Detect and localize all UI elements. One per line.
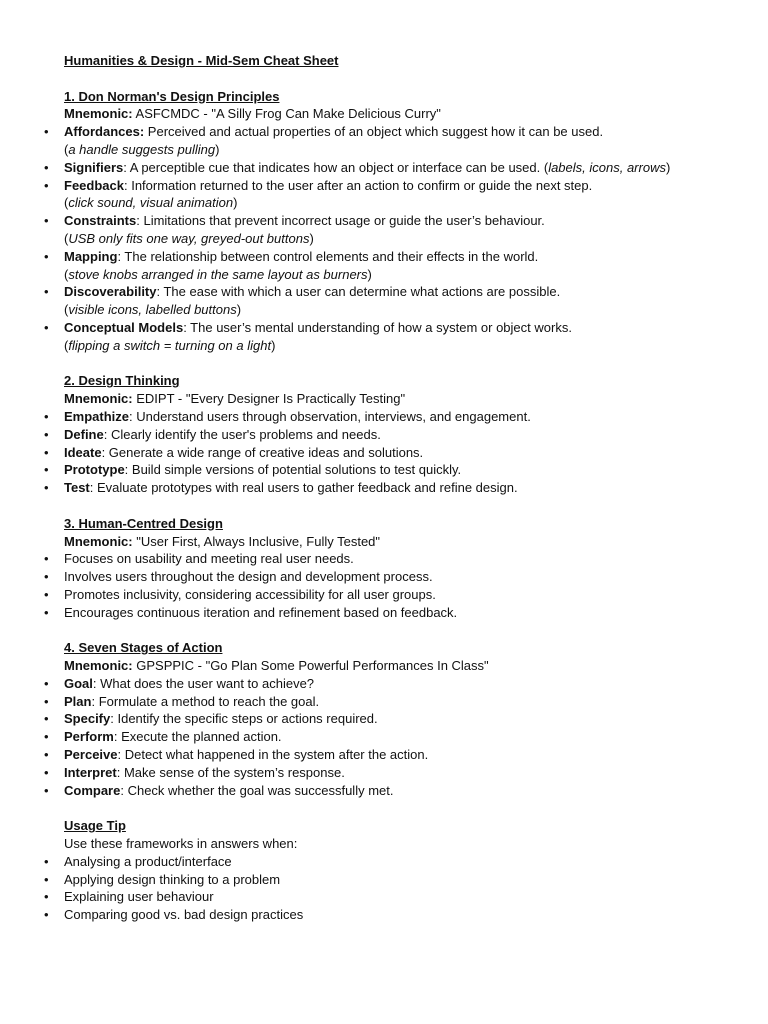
example-text: click sound, visual animation	[68, 195, 234, 211]
list-item: • Focuses on usability and meeting real user needs.	[0, 550, 768, 568]
example-feedback: (click sound, visual animation)	[64, 195, 238, 211]
example-constraints: (USB only fits one way, greyed-out buttons)	[64, 230, 314, 246]
mnemonic-label: Mnemonic:	[64, 533, 133, 549]
mnemonic-label: Mnemonic:	[64, 106, 133, 122]
section-3-mnemonic	[0, 533, 768, 551]
example-text: USB only fits one way, greyed-out buttons	[68, 230, 310, 246]
list-item: • Promotes inclusivity, considering accessibility for all user groups.	[0, 586, 768, 604]
spacer	[0, 70, 768, 88]
term: Perform	[64, 729, 114, 745]
example-text: stove knobs arranged in the same layout as burners	[68, 266, 368, 282]
example-text: labels, icons, arrows	[548, 159, 666, 175]
example-affordances: (a handle suggests pulling)	[64, 141, 220, 157]
list-item-compare	[0, 782, 768, 800]
list-item-specify	[0, 710, 768, 728]
definition: : The relationship between control elements and their effects in the world.	[117, 248, 539, 264]
term: Prototype	[64, 462, 125, 478]
term: Mapping	[64, 248, 118, 264]
list-item-constraints	[0, 212, 768, 230]
list-item: • Comparing good vs. bad design practices	[0, 906, 768, 924]
definition: : Evaluate prototypes with real users to gather feedback and refine design.	[89, 480, 518, 496]
section-4-mnemonic	[0, 657, 768, 675]
section-1-heading: 1. Don Norman's Design Principles	[64, 88, 280, 104]
definition: : Understand users through observation, interviews, and engagement.	[129, 408, 531, 424]
list-item-plan	[0, 693, 768, 711]
example-text: visible icons, labelled buttons	[68, 302, 237, 318]
section-2-mnemonic	[0, 390, 768, 408]
example-mapping: (stove knobs arranged in the same layout as burners)	[64, 266, 372, 282]
mnemonic-label: Mnemonic:	[64, 658, 133, 674]
list-item-goal	[0, 675, 768, 693]
list-item-signifiers	[0, 159, 768, 177]
definition: : Limitations that prevent incorrect usage or guide the user’s behaviour.	[136, 213, 545, 229]
list-item-feedback	[0, 177, 768, 195]
list-item-interpret	[0, 764, 768, 782]
definition: : Clearly identify the user's problems and needs.	[103, 426, 381, 442]
mnemonic-text: "User First, Always Inclusive, Fully Tested"	[132, 533, 381, 549]
term: Signifiers	[64, 159, 124, 175]
definition: : The user’s mental understanding of how a system or object works.	[183, 319, 572, 335]
definition: : A perceptible cue that indicates how an object or interface can be used. (	[123, 159, 549, 175]
term: Ideate	[64, 444, 102, 460]
term: Interpret	[64, 764, 117, 780]
term: Constraints	[64, 213, 137, 229]
example-close: )	[665, 159, 671, 175]
definition: : Formulate a method to reach the goal.	[91, 693, 320, 709]
example-text: flipping a switch = turning on a light	[68, 337, 272, 353]
list-item-perform	[0, 728, 768, 746]
definition: Perceived and actual properties of an object which suggest how it can be used.	[144, 124, 604, 140]
list-item: • Encourages continuous iteration and refinement based on feedback.	[0, 604, 768, 622]
definition: : Make sense of the system’s response.	[116, 764, 345, 780]
mnemonic-text: ASFCMDC - "A Silly Frog Can Make Delicious Curry"	[132, 106, 441, 122]
definition: : Information returned to the user after an action to confirm or guide the next step.	[123, 177, 593, 193]
list-item-affordances	[0, 123, 768, 141]
list-item: • Analysing a product/interface	[0, 853, 768, 871]
term: Test	[64, 480, 90, 496]
term: Feedback	[64, 177, 124, 193]
section-3-heading: 3. Human-Centred Design	[64, 515, 223, 531]
list-item-define	[0, 426, 768, 444]
definition: : Execute the planned action.	[113, 729, 282, 745]
list-item-conceptual-models	[0, 319, 768, 337]
cheat-sheet-page	[0, 52, 768, 924]
section-1-mnemonic	[0, 105, 768, 123]
term: Affordances:	[64, 124, 145, 140]
definition: : Build simple versions of potential solutions to test quickly.	[124, 462, 462, 478]
term: Goal	[64, 675, 93, 691]
list-item-discoverability	[0, 283, 768, 301]
definition: : Identify the specific steps or actions required.	[110, 711, 378, 727]
definition: : Generate a wide range of creative ideas and solutions.	[101, 444, 424, 460]
list-item-test	[0, 479, 768, 497]
example-text: a handle suggests pulling	[68, 141, 216, 157]
list-item-empathize	[0, 408, 768, 426]
term: Conceptual Models	[64, 319, 184, 335]
list-item: • Involves users throughout the design and development process.	[0, 568, 768, 586]
example-discoverability: (visible icons, labelled buttons)	[64, 302, 242, 318]
list-item: • Explaining user behaviour	[0, 888, 768, 906]
example-conceptual-models: (flipping a switch = turning on a light)	[64, 337, 276, 353]
document-title: Humanities & Design - Mid-Sem Cheat Sheet	[64, 53, 339, 68]
section-2-heading: 2. Design Thinking	[64, 373, 180, 389]
mnemonic-text: GPSPPIC - "Go Plan Some Powerful Performances In Class"	[132, 658, 489, 674]
list-item-prototype	[0, 461, 768, 479]
usage-tip-intro: Use these frameworks in answers when:	[64, 836, 298, 852]
list-item: • Applying design thinking to a problem	[0, 871, 768, 889]
definition: : Check whether the goal was successfully met.	[120, 782, 394, 798]
mnemonic-label: Mnemonic:	[64, 391, 133, 407]
spacer	[0, 622, 768, 640]
list-item-mapping	[0, 248, 768, 266]
term: Empathize	[64, 408, 130, 424]
usage-tip-heading: Usage Tip	[64, 818, 126, 834]
mnemonic-text: EDIPT - "Every Designer Is Practically Testing"	[132, 391, 406, 407]
list-item-ideate	[0, 444, 768, 462]
term: Specify	[64, 711, 111, 727]
term: Define	[64, 426, 104, 442]
term: Discoverability	[64, 284, 157, 300]
section-4-heading: 4. Seven Stages of Action	[64, 640, 223, 656]
definition: : Detect what happened in the system after the action.	[117, 747, 429, 763]
term: Plan	[64, 693, 92, 709]
definition: : What does the user want to achieve?	[92, 675, 315, 691]
spacer	[0, 799, 768, 817]
definition: : The ease with which a user can determine what actions are possible.	[156, 284, 561, 300]
spacer	[0, 497, 768, 515]
list-item-perceive	[0, 746, 768, 764]
spacer	[0, 355, 768, 373]
term: Perceive	[64, 747, 118, 763]
term: Compare	[64, 782, 121, 798]
